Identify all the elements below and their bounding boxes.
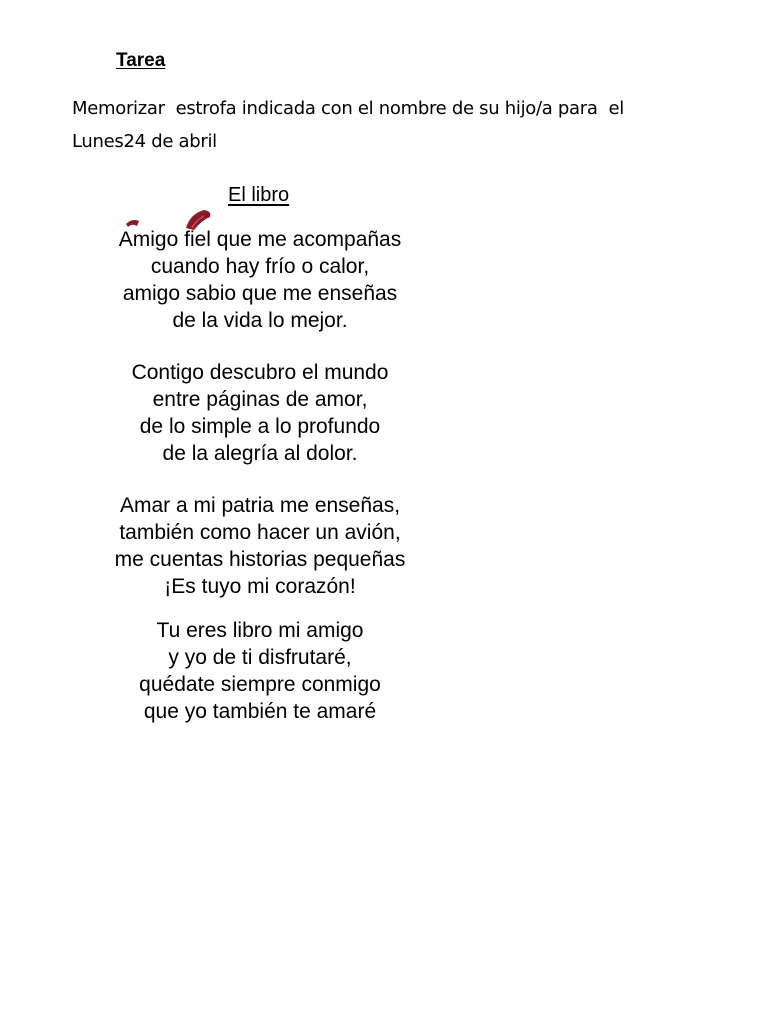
poem-line: y yo de ti disfrutaré,: [168, 646, 352, 669]
instructions-line: Memorizar estrofa indicada con el nombre de su hijo/a para el: [72, 98, 624, 119]
poem-line: Contigo descubro el mundo: [131, 361, 389, 384]
page-heading: Tarea: [116, 50, 166, 71]
poem-line: de lo simple a lo profundo: [139, 415, 381, 438]
poem-line: Amar a mi patria me enseñas,: [119, 494, 401, 517]
poem-line: ¡Es tuyo mi corazón!: [164, 575, 356, 598]
poem-line: amigo sabio que me enseñas: [122, 282, 398, 305]
poem-line: entre páginas de amor,: [152, 388, 368, 411]
poem-stanza-2: [100, 359, 420, 467]
poem-line: Amigo fiel que me acompañas: [118, 228, 402, 251]
poem-line: Tu eres libro mi amigo: [156, 619, 364, 642]
poem-line: que yo también te amaré: [143, 700, 377, 723]
poem-line: me cuentas historias pequeñas: [114, 548, 406, 571]
poem-line: de la vida lo mejor.: [172, 309, 348, 332]
poem-line: también como hacer un avión,: [119, 521, 401, 544]
poem-stanza-1: [100, 226, 420, 334]
poem-line: quédate siempre conmigo: [139, 673, 381, 696]
poem-line: cuando hay frío o calor,: [150, 255, 370, 278]
poem-stanza-4: [100, 617, 420, 725]
poem-line: de la alegría al dolor.: [162, 442, 358, 465]
instructions-line: Lunes24 de abril: [72, 131, 217, 152]
instructions-text: [72, 92, 732, 158]
poem-stanza-3: [100, 492, 420, 600]
poem-title: El libro: [228, 184, 290, 206]
